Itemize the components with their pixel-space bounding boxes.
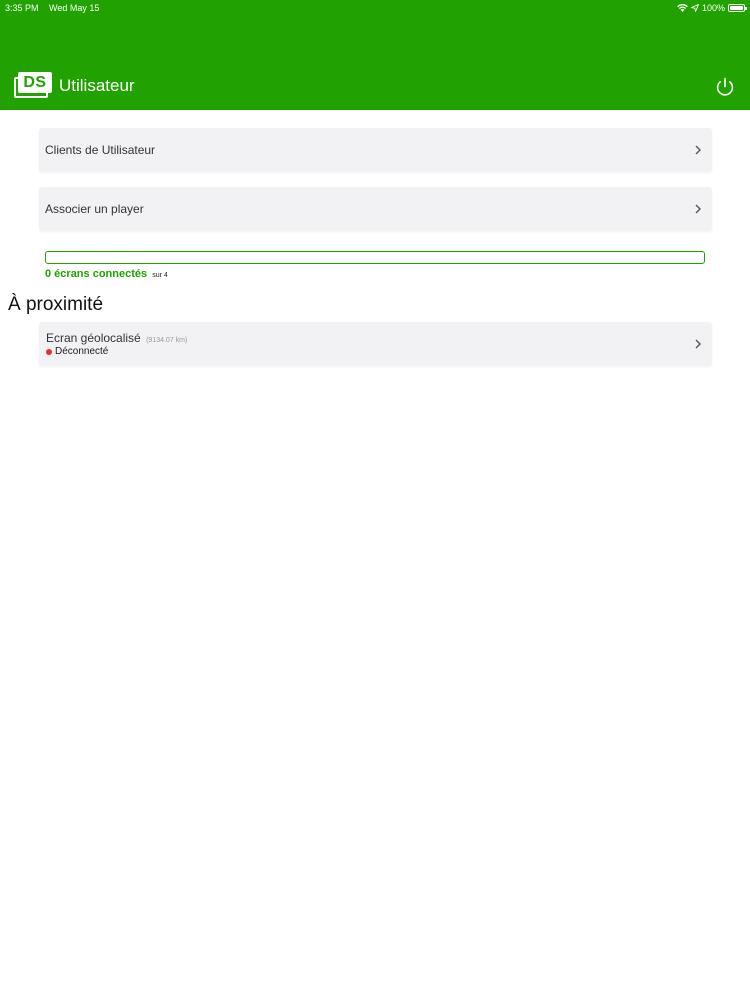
nearby-screen-item[interactable] bbox=[39, 322, 712, 366]
nearby-screen-status-text: Déconnecté bbox=[55, 346, 109, 357]
chevron-right-icon bbox=[694, 144, 702, 156]
associate-player-button[interactable] bbox=[39, 187, 712, 231]
chevron-right-icon bbox=[694, 203, 702, 215]
location-arrow-icon bbox=[691, 4, 699, 12]
screens-progress-bar bbox=[45, 251, 705, 264]
clients-button[interactable] bbox=[39, 128, 712, 172]
status-time: 3:35 PM bbox=[5, 3, 39, 13]
power-icon[interactable] bbox=[714, 76, 736, 98]
screens-connected-count: 0 écrans connectés bbox=[45, 268, 148, 280]
screens-connected-text bbox=[45, 267, 168, 283]
status-date: Wed May 15 bbox=[49, 3, 100, 13]
nearby-screen-distance: (9134.07 km) bbox=[146, 337, 188, 344]
battery-percent: 100% bbox=[701, 3, 725, 13]
nearby-screen-name: Ecran géolocalisé bbox=[46, 331, 141, 345]
nearby-screen-status bbox=[46, 346, 108, 358]
nearby-section-title: À proximité bbox=[8, 294, 104, 315]
app-logo bbox=[14, 72, 52, 98]
clients-label: Clients de Utilisateur bbox=[45, 143, 156, 157]
wifi-icon bbox=[677, 4, 688, 12]
status-bar bbox=[0, 0, 750, 16]
chevron-right-icon bbox=[694, 338, 702, 350]
page-title: Utilisateur bbox=[59, 76, 135, 95]
battery-icon bbox=[728, 4, 745, 12]
status-dot-icon bbox=[46, 349, 52, 355]
app-header bbox=[0, 0, 750, 110]
logo-text: DS bbox=[18, 72, 52, 93]
associate-player-label: Associer un player bbox=[45, 202, 144, 216]
screens-total: sur 4 bbox=[152, 272, 168, 279]
